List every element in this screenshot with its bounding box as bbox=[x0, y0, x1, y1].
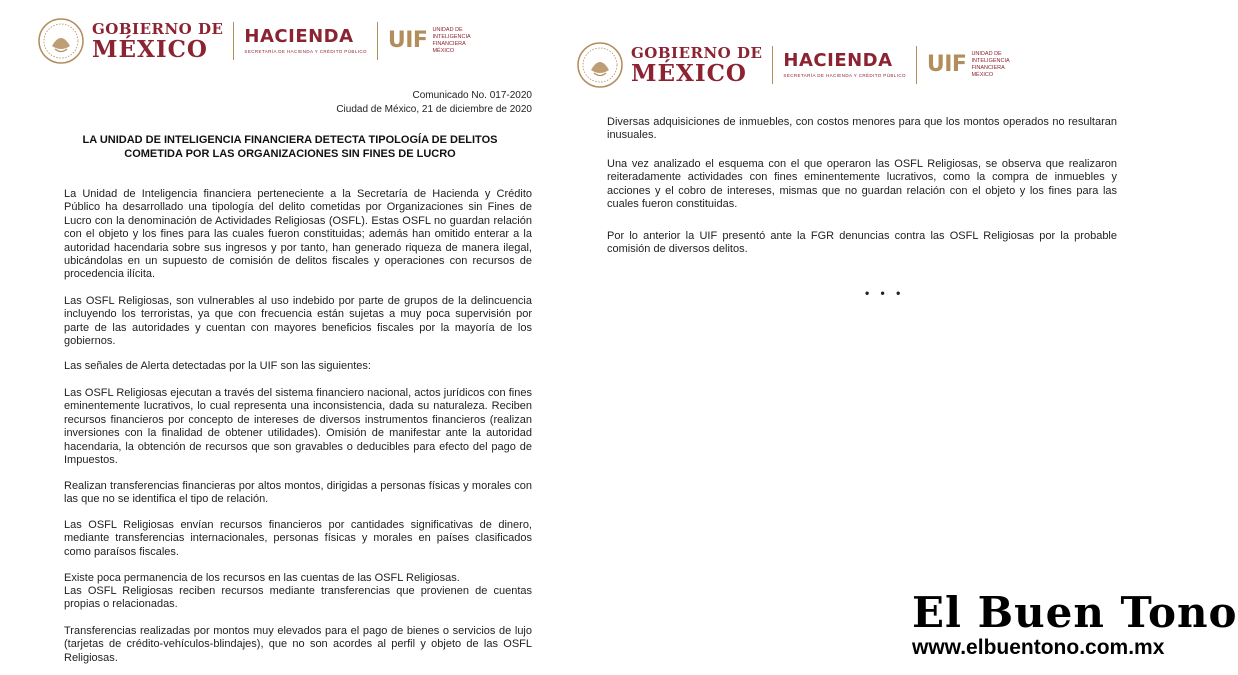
paragraph: Las OSFL Religiosas envían recursos financieros por cantidades significativas de dinero, mediante transferencias internacionales, personas físicas y morales en países clasificados como paraísos fiscales. bbox=[64, 519, 532, 558]
paragraph: Las OSFL Religiosas reciben recursos mediante transferencias que provienen de cuentas propias o relacionadas. bbox=[64, 585, 532, 611]
comunicado-date: Ciudad de México, 21 de diciembre de 2020 bbox=[336, 104, 532, 115]
paragraph: Realizan transferencias financieras por altos montos, dirigidas a personas físicas y morales con las que no se identifica el tipo de relación. bbox=[64, 480, 532, 506]
uif-logo bbox=[927, 51, 1010, 79]
uif-line4: MÉXICO bbox=[971, 71, 994, 78]
document-title bbox=[50, 133, 530, 161]
gobierno-de-mexico-logo bbox=[92, 19, 224, 63]
gobierno-line2: MÉXICO bbox=[92, 35, 208, 63]
title-line1: LA UNIDAD DE INTELIGENCIA FINANCIERA DETECTA TIPOLOGÍA DE DELITOS bbox=[82, 134, 498, 146]
uif-line3: FINANCIERA bbox=[971, 65, 1005, 71]
hacienda-title: HACIENDA bbox=[783, 50, 893, 71]
hacienda-subtitle: SECRETARÍA DE HACIENDA Y CRÉDITO PÚBLICO bbox=[244, 49, 367, 54]
paragraph: Una vez analizado el esquema con el que operaron las OSFL Religiosas, se observa que realizaron reiteradamente actividades con fines eminentemente lucrativos, como la compra de inmuebles y acciones y el cobro de intereses, mismas que no guardan relación con el objeto y los fines para las cuales fueron constituidas. bbox=[607, 158, 1117, 211]
document-page-2 bbox=[560, 0, 1238, 675]
header-divider bbox=[772, 46, 773, 84]
uif-mark: UIF bbox=[387, 28, 428, 53]
mexico-seal-icon bbox=[577, 42, 623, 88]
el-buen-tono-watermark bbox=[912, 588, 1238, 660]
section-end-dots: • • • bbox=[865, 286, 905, 300]
hacienda-title: HACIENDA bbox=[244, 26, 354, 47]
uif-text bbox=[432, 27, 470, 55]
uif-text bbox=[971, 51, 1009, 79]
gobierno-line1: GOBIERNO DE bbox=[92, 19, 224, 38]
hacienda-logo bbox=[244, 28, 366, 54]
paragraph: Las señales de Alerta detectadas por la UIF son las siguientes: bbox=[64, 360, 371, 372]
uif-line3: FINANCIERA bbox=[432, 41, 466, 47]
watermark-name: El Buen Tono bbox=[912, 588, 1238, 637]
uif-line1: UNIDAD DE bbox=[432, 27, 463, 34]
government-header bbox=[577, 42, 1010, 88]
paragraph: Las OSFL Religiosas, son vulnerables al uso indebido por parte de grupos de la delincuencia incluyendo los terroristas, ya que con frecuencia están sujetas a muy poca supervisión por parte de las autoridades y cuentan con mayores beneficios fiscales por la mayoría de los gobiernos. bbox=[64, 295, 532, 348]
hacienda-logo bbox=[783, 52, 905, 78]
header-divider bbox=[233, 22, 234, 60]
paragraph: Diversas adquisiciones de inmuebles, con costos menores para que los montos operados no resultaran inusuales. bbox=[607, 116, 1117, 142]
header-divider bbox=[377, 22, 378, 60]
uif-line2: INTELIGENCIA bbox=[432, 34, 471, 41]
document-page-1 bbox=[0, 0, 560, 675]
mexico-seal-icon bbox=[38, 18, 84, 64]
uif-line1: UNIDAD DE bbox=[971, 51, 1002, 58]
gobierno-line1: GOBIERNO DE bbox=[631, 43, 763, 62]
gobierno-de-mexico-logo bbox=[631, 43, 763, 87]
title-line2: COMETIDA POR LAS ORGANIZACIONES SIN FINES DE LUCRO bbox=[124, 148, 456, 160]
paragraph: Por lo anterior la UIF presentó ante la FGR denuncias contra las OSFL Religiosas por la probable comisión de diversos delitos. bbox=[607, 230, 1117, 256]
paragraph: Existe poca permanencia de los recursos en las cuentas de las OSFL Religiosas. bbox=[64, 572, 460, 584]
government-header bbox=[38, 18, 471, 64]
paragraph: Transferencias realizadas por montos muy elevados para el pago de bienes o servicios de lujo (tarjetas de crédito-vehículos-blindajes), que no son acordes al perfil y objeto de las OSFL Religiosas. bbox=[64, 625, 532, 664]
uif-line4: MÉXICO bbox=[432, 47, 455, 54]
paragraph: La Unidad de Inteligencia financiera perteneciente a la Secretaría de Hacienda y Crédito Público ha desarrollado una tipología del delito cometidas por Organizaciones sin Fines de Lucro con la denominación de Actividades Religiosas (OSFL). Estas OSFL no guardan relación con el objeto y los fines para las cuales fueron constituidas; además han omitido enterar a la autoridad hacendaria sobre sus ingresos y por tanto, han generado riqueza de manera ilegal, ubicándolas en un supuesto de comisión de delitos fiscales y operaciones con recursos de procedencia ilícita. bbox=[64, 188, 532, 281]
header-divider bbox=[916, 46, 917, 84]
gobierno-line2: MÉXICO bbox=[631, 59, 747, 87]
uif-mark: UIF bbox=[926, 52, 967, 77]
hacienda-subtitle: SECRETARÍA DE HACIENDA Y CRÉDITO PÚBLICO bbox=[783, 73, 906, 78]
uif-line2: INTELIGENCIA bbox=[971, 58, 1010, 65]
watermark-url: www.elbuentono.com.mx bbox=[912, 636, 1165, 659]
comunicado-number: Comunicado No. 017-2020 bbox=[412, 90, 532, 101]
uif-logo bbox=[388, 27, 471, 55]
paragraph: Las OSFL Religiosas ejecutan a través del sistema financiero nacional, actos jurídicos con fines eminentemente lucrativos, lo cual representa una inconsistencia, dada su naturaleza. Reciben recursos financieros por concepto de intereses de diversos instrumentos financieros (realizan inversiones con la finalidad de obtener utilidades). Omisión de manifestar ante la autoridad hacendaria, la obtención de recursos que son gravables o deducibles para efecto del pago de Impuestos. bbox=[64, 387, 532, 467]
document-meta bbox=[336, 89, 532, 117]
